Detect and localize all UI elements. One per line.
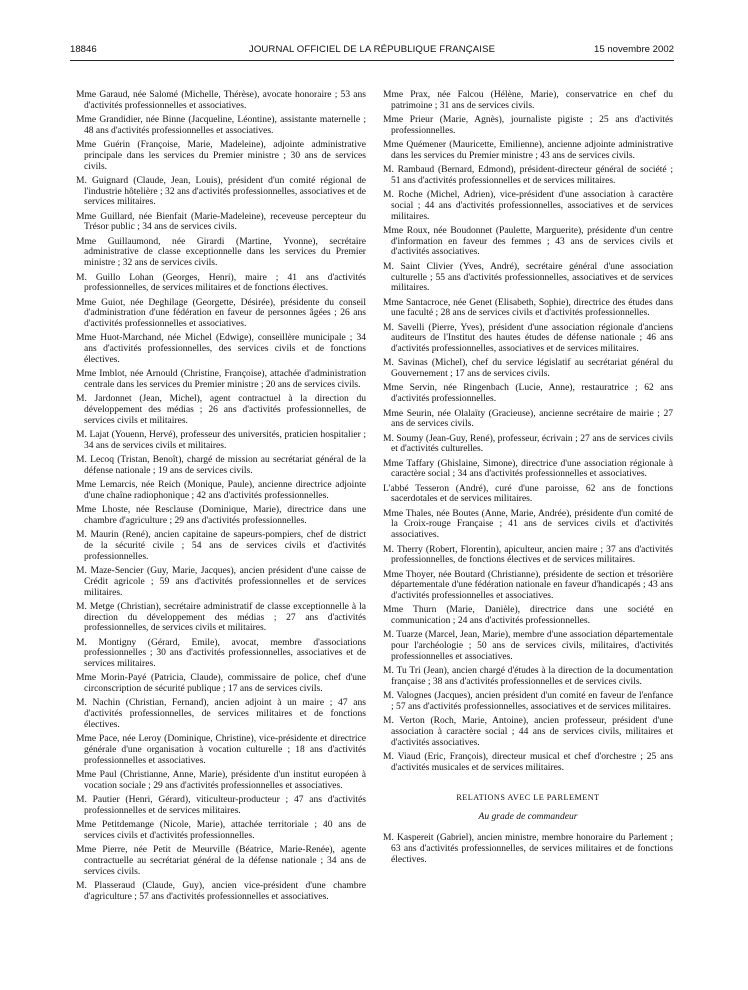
award-entry: M. Therry (Robert, Florentin), apiculteur, ancien maire ; 37 ans d'activités professionnelles, de fonctions électives et de services militaires. (383, 543, 673, 566)
page-header (70, 44, 674, 60)
award-entry: M. Verton (Roch, Marie, Antoine), ancien professeur, président d'une association à caractère social ; 44 ans de services civils, militaires et d'activités associatives. (383, 715, 673, 748)
award-entry: M. Maze-Sencier (Guy, Marie, Jacques), ancien président d'une caisse de Crédit agricole ; 59 ans d'activités professionnelles et de services militaires. (76, 565, 366, 598)
award-entry: Mme Prieur (Marie, Agnès), journaliste pigiste ; 25 ans d'activités professionnelles. (383, 114, 673, 136)
award-entry: Mme Thoyer, née Boutard (Christianne), présidente de section et trésorière départementale d'une fédération nationale en faveur d'handicapés ; 43 ans d'activités professionnelles et associatives. (383, 568, 673, 602)
award-entry: M. Valognes (Jacques), ancien président d'un comité en faveur de l'enfance ; 57 ans d'activités professionnelles, associatives et de services militaires. (383, 690, 673, 712)
award-entry: L'abbé Tesseron (André), curé d'une paroisse, 62 ans de fonctions sacerdotales et de services militaires. (383, 482, 673, 505)
award-entry: Mme Prax, née Falcou (Hélène, Marie), conservatrice en chef du patrimoine ; 31 ans de services civils. (383, 89, 673, 111)
award-entry: M. Tu Tri (Jean), ancien chargé d'études à la direction de la documentation française ; 38 ans d'activités professionnelles et de services civils. (383, 665, 673, 687)
award-entry: Mme Guérin (Françoise, Marie, Madeleine), adjointe administrative principale dans les services du Premier ministre ; 30 ans de services civils. (76, 139, 366, 172)
award-entry: M. Savelli (Pierre, Yves), président d'une association régionale d'anciens auditeurs de l'Institut des hautes études de défense nationale ; 46 ans d'activités professionnelles, associatives et de services militaires. (383, 321, 673, 355)
right-column (383, 90, 673, 869)
page-number: 18846 (70, 44, 97, 55)
award-entry: M. Guignard (Claude, Jean, Louis), président d'un comité régional de l'industrie hôtelière ; 32 ans d'activités professionnelles, associatives et de services militaires. (76, 174, 366, 208)
award-entry: M. Nachin (Christian, Fernand), ancien adjoint à un maire ; 47 ans d'activités professionnelles, de services militaires et de fonctions électives. (76, 697, 366, 730)
award-entry: Mme Paul (Christianne, Anne, Marie), présidente d'un institut européen à vocation sociale ; 29 ans d'activités professionnelles et associatives. (76, 769, 366, 791)
award-entry: Mme Guillaumond, née Girardi (Martine, Yvonne), secrétaire administrative de classe exceptionnelle dans les services du Premier ministre ; 32 ans de services civils. (76, 235, 366, 269)
right-column-entries (383, 90, 673, 774)
award-entry: M. Plasseraud (Claude, Guy), ancien vice-président d'une chambre d'agriculture ; 57 ans d'activités professionnelles et associatives. (76, 879, 366, 902)
award-entry: Mme Santacroce, née Genet (Elisabeth, Sophie), directrice des études dans une faculté ; 28 ans de services civils et d'activités professionnelles. (383, 296, 673, 319)
award-entry: M. Soumy (Jean-Guy, René), professeur, écrivain ; 27 ans de services civils et d'activités culturelles. (383, 432, 673, 455)
award-entry: M. Jardonnet (Jean, Michel), agent contractuel à la direction du développement des médias ; 26 ans d'activités professionnelles, de services civils et militaires. (76, 393, 366, 426)
award-entry: Mme Seurin, née Olalaïty (Gracieuse), ancienne secrétaire de mairie ; 27 ans de services civils. (383, 407, 673, 430)
header-rule (70, 60, 674, 61)
award-entry: Mme Petitdemange (Nicole, Marie), attachée territoriale ; 40 ans de services civils et d'activités professionnelles. (76, 819, 366, 841)
award-entry: Mme Guillard, née Bienfait (Marie-Madeleine), receveuse percepteur du Trésor public ; 34 ans de services civils. (76, 210, 366, 233)
award-entry: Mme Garaud, née Salomé (Michelle, Thérèse), avocate honoraire ; 53 ans d'activités professionnelles et associatives. (76, 89, 366, 111)
award-entry: Mme Imblot, née Arnould (Christine, Françoise), attachée d'administration centrale dans les services du Premier ministre ; 20 ans de services civils. (76, 368, 366, 390)
award-entry: Mme Pierre, née Petit de Meurville (Béatrice, Marie-Renée), agente contractuelle au secrétariat général de la défense nationale ; 34 ans de services civils. (76, 844, 366, 877)
award-entry: Mme Guiot, née Deghilage (Georgette, Désirée), présidente du conseil d'administration d'une fédération en faveur de personnes âgées ; 26 ans d'activités professionnelles et associatives. (76, 296, 366, 330)
award-entry: M. Roche (Michel, Adrien), vice-président d'une association à caractère social ; 44 ans d'activités professionnelles, associatives et de services militaires. (383, 189, 673, 222)
award-entry: Mme Quémener (Mauricette, Emilienne), ancienne adjointe administrative dans les services du Premier ministre ; 43 ans de services civils. (383, 139, 673, 161)
award-entry: Mme Roux, née Boudonnet (Paulette, Marguerite), présidente d'un centre d'information en faveur des femmes ; 43 ans de services civils et d'activités associatives. (383, 224, 673, 258)
award-entry: M. Saint Clivier (Yves, André), secrétaire général d'une association culturelle ; 55 ans d'activités professionnelles, associatives et de services militaires. (383, 260, 673, 294)
award-entry: M. Lecoq (Tristan, Benoît), chargé de mission au secrétariat général de la défense nationale ; 19 ans de services civils. (76, 454, 366, 476)
award-entry: Mme Morin-Payé (Patricia, Claude), commissaire de police, chef d'une circonscription de sécurité publique ; 17 ans de services civils. (76, 672, 366, 695)
section-subheading: Au grade de commandeur (478, 811, 578, 823)
award-entry: Mme Lhoste, née Resclause (Dominique, Marie), directrice dans une chambre d'agriculture ; 29 ans d'activités professionnelles. (76, 504, 366, 526)
award-entry: M. Guillo Lohan (Georges, Henri), maire ; 41 ans d'activités professionnelles, de services militaires et de fonctions électives. (76, 271, 366, 294)
award-entry: Mme Huot-Marchand, née Michel (Edwige), conseillère municipale ; 34 ans d'activités professionnelles, des services civils et de fonctions électives. (76, 332, 366, 365)
award-entry: Mme Grandidier, née Binne (Jacqueline, Léontine), assistante maternelle ; 48 ans d'activités professionnelles et associatives. (76, 114, 366, 136)
award-entry: Mme Pace, née Leroy (Dominique, Christine), vice-présidente et directrice générale d'une organisation à vocation culturelle ; 18 ans d'activités professionnelles et associatives. (76, 733, 366, 766)
section-heading: RELATIONS AVEC LE PARLEMENT (456, 792, 600, 802)
publication-date: 15 novembre 2002 (593, 44, 674, 55)
award-entry: Mme Lemarcis, née Reich (Monique, Paule), ancienne directrice adjointe d'une chaîne radiophonique ; 42 ans d'activités professionnelles. (76, 479, 366, 501)
award-entry: M. Savinas (Michel), chef du service législatif au secrétariat général du Gouvernement ; 17 ans de services civils. (383, 357, 673, 380)
award-entry: Mme Thurn (Marie, Danièle), directrice dans une société en communication ; 24 ans d'activités professionnelles. (383, 604, 673, 627)
journal-title: JOURNAL OFFICIEL DE LA RÉPUBLIQUE FRANÇAISE (248, 44, 496, 55)
award-entry: M. Kaspereit (Gabriel), ancien ministre, membre honoraire du Parlement ; 63 ans d'activités professionnelles, de services militaires et de fonctions électives. (383, 832, 673, 865)
left-column (76, 90, 366, 906)
award-entry: M. Pautier (Henri, Gérard), viticulteur-producteur ; 47 ans d'activités professionnelles et de services militaires. (76, 794, 366, 816)
award-entry: Mme Thales, née Boutes (Anne, Marie, Andrée), présidente d'un comité de la Croix-rouge Française ; 41 ans de services civils et d'activités associatives. (383, 507, 673, 541)
award-entry: Mme Servin, née Ringenbach (Lucie, Anne), restauratrice ; 62 ans d'activités professionnelles. (383, 382, 673, 405)
award-entry: M. Viaud (Eric, François), directeur musical et chef d'orchestre ; 25 ans d'activités musicales et de services militaires. (383, 751, 673, 773)
section-entries (383, 833, 673, 865)
award-entry: Mme Taffary (Ghislaine, Simone), directrice d'une association régionale à caractère social ; 34 ans d'activités professionnelles et associatives. (383, 457, 673, 480)
award-entry: M. Lajat (Youenn, Hervé), professeur des universités, praticien hospitalier ; 34 ans de services civils et militaires. (76, 429, 366, 451)
award-entry: M. Montigny (Gérard, Emile), avocat, membre d'associations professionnelles ; 30 ans d'activités professionnelles, associatives et de services militaires. (76, 636, 366, 670)
award-entry: M. Tuarze (Marcel, Jean, Marie), membre d'une association départementale pour l'archéologie ; 50 ans de services civils, militaires, d'activités professionnelles et associatives. (383, 629, 673, 662)
award-entry: M. Maurin (René), ancien capitaine de sapeurs-pompiers, chef de district de la sécurité civile ; 54 ans de services civils et d'activités professionnelles. (76, 529, 366, 562)
award-entry: M. Metge (Christian), secrétaire administratif de classe exceptionnelle à la direction du développement des médias ; 27 ans d'activités professionnelles, de services civils et militaires. (76, 600, 366, 634)
award-entry: M. Rambaud (Bernard, Edmond), président-directeur général de société ; 51 ans d'activités professionnelles et de services militaires. (383, 164, 673, 186)
